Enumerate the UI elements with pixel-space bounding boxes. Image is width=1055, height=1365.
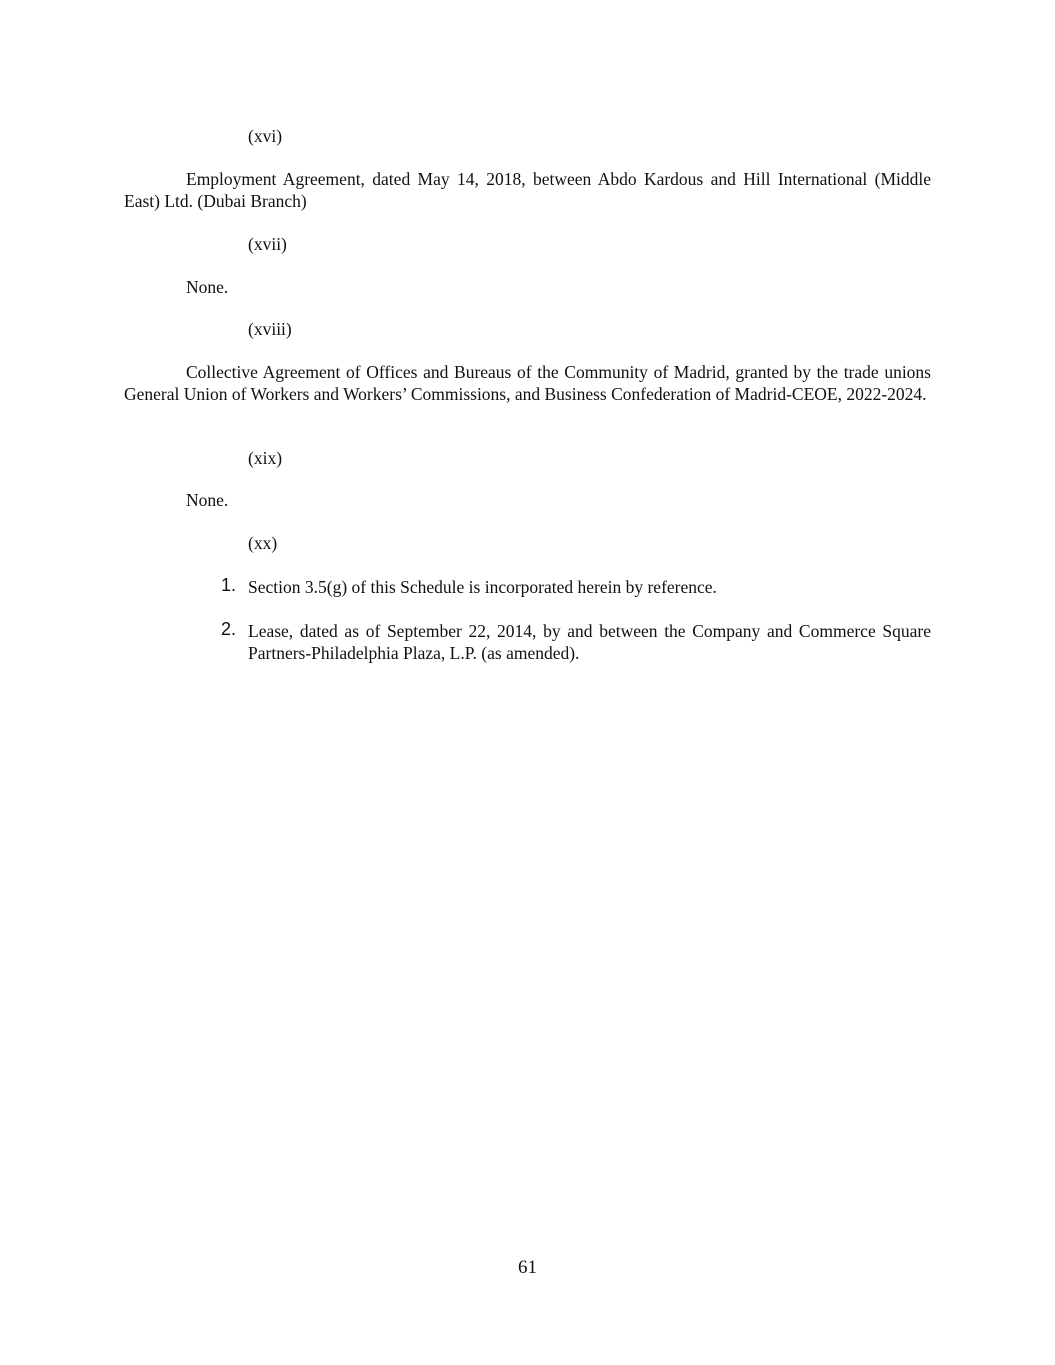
- list-item-number: 2.: [220, 619, 236, 639]
- section-text-xix: None.: [186, 490, 229, 510]
- section-marker-xviii: (xviii): [248, 319, 292, 339]
- section-text-xviii: Collective Agreement of Offices and Bureaus of the Community of Madrid, granted by the trade unions General Union of Workers and Workers’ Commissions, and Business Confederation of Madrid-CEOE, 2022-2024.: [124, 362, 931, 404]
- section-text-xvi: Employment Agreement, dated May 14, 2018, between Abdo Kardous and Hill International (Middle East) Ltd. (Dubai Branch): [124, 169, 931, 211]
- list-item-number: 1.: [220, 575, 236, 595]
- list-item: [210, 620, 931, 664]
- page-number: 61: [518, 1257, 537, 1278]
- section-marker-xx: (xx): [248, 533, 278, 553]
- list-item-text: Section 3.5(g) of this Schedule is incorporated herein by reference.: [248, 577, 717, 597]
- section-marker-xvii: (xvii): [248, 234, 287, 254]
- section-marker-xvi: (xvi): [248, 126, 283, 146]
- section-text-xvii: None.: [186, 277, 229, 297]
- section-marker-xix: (xix): [248, 448, 283, 468]
- list-item: [210, 576, 931, 598]
- list-item-text: Lease, dated as of September 22, 2014, by and between the Company and Commerce Square Partners-Philadelphia Plaza, L.P. (as amended).: [248, 621, 931, 663]
